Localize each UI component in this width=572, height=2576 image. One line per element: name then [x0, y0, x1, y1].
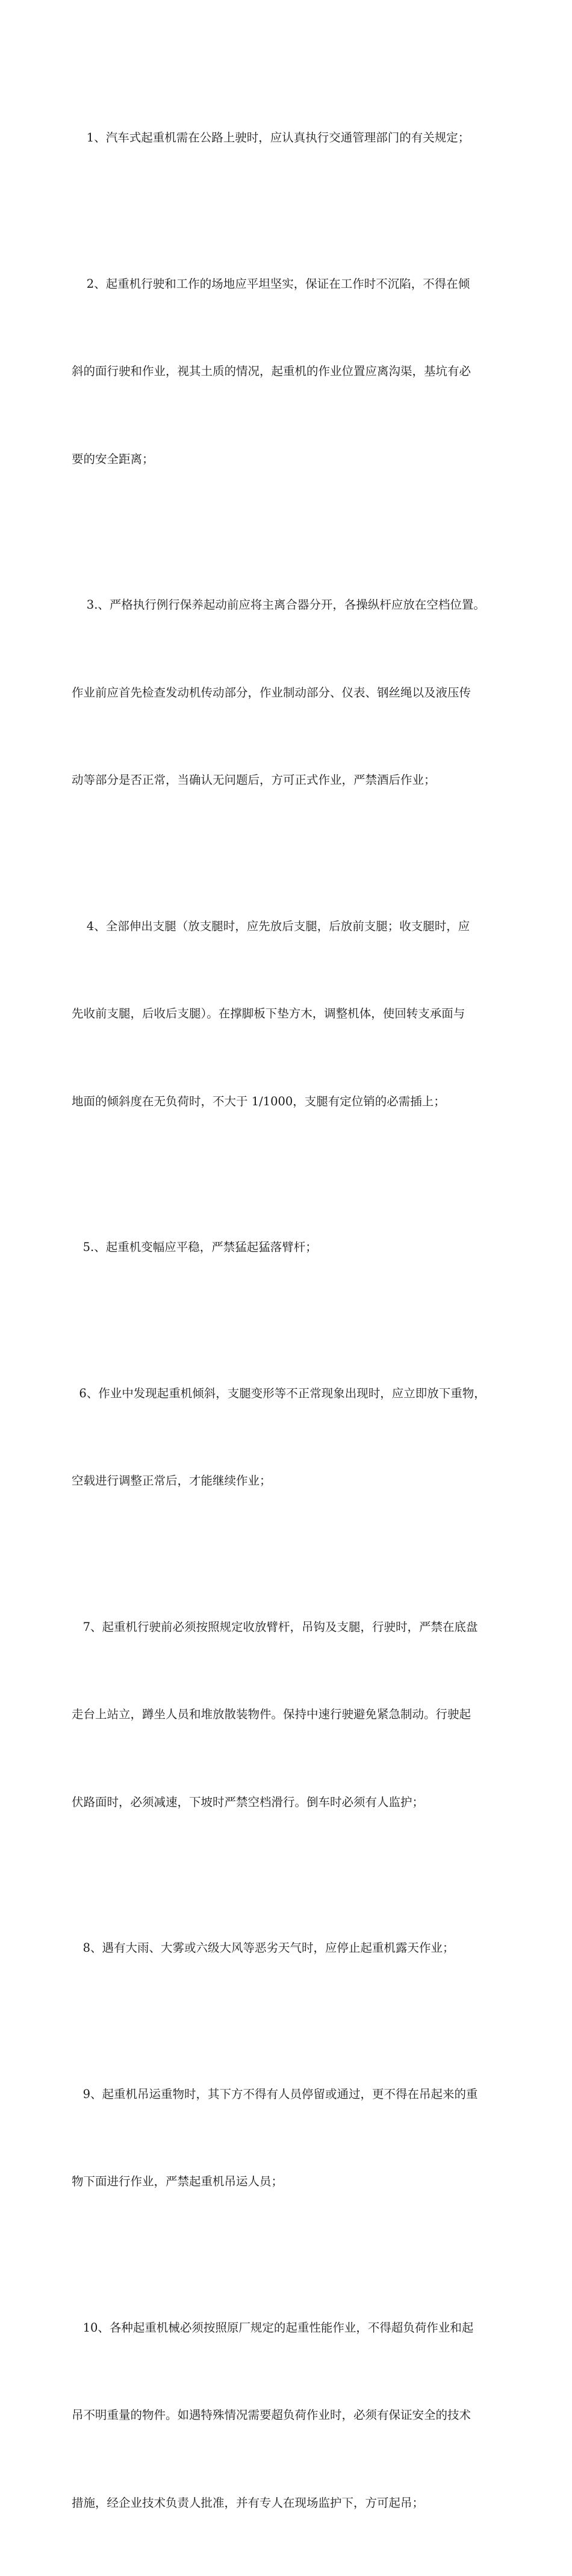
document-body — [72, 65, 505, 2576]
text-line: 空载进行调整正常后，才能继续作业； — [72, 1466, 505, 1496]
rule-paragraph-3 — [72, 532, 505, 854]
text-line: 2、起重机行驶和工作的场地应平坦坚实，保证在工作时不沉陷，不得在倾 — [72, 270, 505, 299]
text-line: 物下面进行作业，严禁起重机吊运人员； — [72, 2167, 505, 2197]
rule-paragraph-1 — [72, 65, 505, 211]
text-line: 5.、起重机变幅应平稳，严禁猛起猛落臂杆； — [72, 1233, 505, 1262]
text-line: 10、各种起重机械必须按照原厂规定的起重性能作业，不得超负荷作业和起 — [72, 2314, 505, 2343]
text-line: 1、汽车式起重机需在公路上驶时，应认真执行交通管理部门的有关规定； — [72, 123, 505, 153]
text-line: 4、全部伸出支腿（放支腿时，应先放后支腿，后放前支腿；收支腿时，应 — [72, 912, 505, 942]
text-line: 6、作业中发现起重机倾斜，支腿变形等不正常现象出现时，应立即放下重物， — [72, 1379, 505, 1409]
text-line: 动等部分是否正常，当确认无问题后，方可正式作业，严禁酒后作业； — [72, 766, 505, 795]
rule-paragraph-8 — [72, 1875, 505, 2022]
text-line: 先收前支腿，后收后支腿）。在撑脚板下垫方木，调整机体，使回转支承面与 — [72, 999, 505, 1029]
text-line: 9、起重机吊运重物时，其下方不得有人员停留或通过，更不得在吊起来的重 — [72, 2080, 505, 2109]
text-line: 斜的面行驶和作业，视其土质的情况，起重机的作业位置应离沟渠，基坑有必 — [72, 357, 505, 386]
rule-paragraph-5 — [72, 1175, 505, 1321]
text-line: 8、遇有大雨、大雾或六级大风等恶劣天气时，应停止起重机露天作业； — [72, 1934, 505, 1963]
rule-paragraph-7 — [72, 1554, 505, 1876]
rule-paragraph-2 — [72, 211, 505, 533]
rule-paragraph-6 — [72, 1321, 505, 1554]
text-line: 3.、严格执行例行保养起动前应将主离合器分开，各操纵杆应放在空档位置。 — [72, 591, 505, 620]
text-line: 伏路面时，必须减速，下坡时严禁空档滑行。倒车时必须有人监护； — [72, 1788, 505, 1817]
text-line: 走台上站立，蹲坐人员和堆放散装物件。保持中速行驶避免紧急制动。行驶起 — [72, 1700, 505, 1730]
text-line: 要的安全距离； — [72, 445, 505, 474]
text-line: 地面的倾斜度在无负荷时，不大于 1/1000，支腿有定位销的必需插上； — [72, 1087, 505, 1117]
text-line: 作业前应首先检查发动机传动部分，作业制动部分、仪表、钢丝绳以及液压传 — [72, 678, 505, 708]
text-line: 吊不明重量的物件。如遇特殊情况需要超负荷作业时，必须有保证安全的技术 — [72, 2401, 505, 2430]
rule-paragraph-4 — [72, 854, 505, 1175]
rule-paragraph-9 — [72, 2022, 505, 2255]
document-page — [0, 0, 572, 809]
text-line: 措施，经企业技术负责人批准，并有专人在现场监护下，方可起吊； — [72, 2489, 505, 2518]
rule-paragraph-10 — [72, 2255, 505, 2576]
text-line: 7、起重机行驶前必须按照规定收放臂杆，吊钩及支腿，行驶时，严禁在底盘 — [72, 1613, 505, 1642]
